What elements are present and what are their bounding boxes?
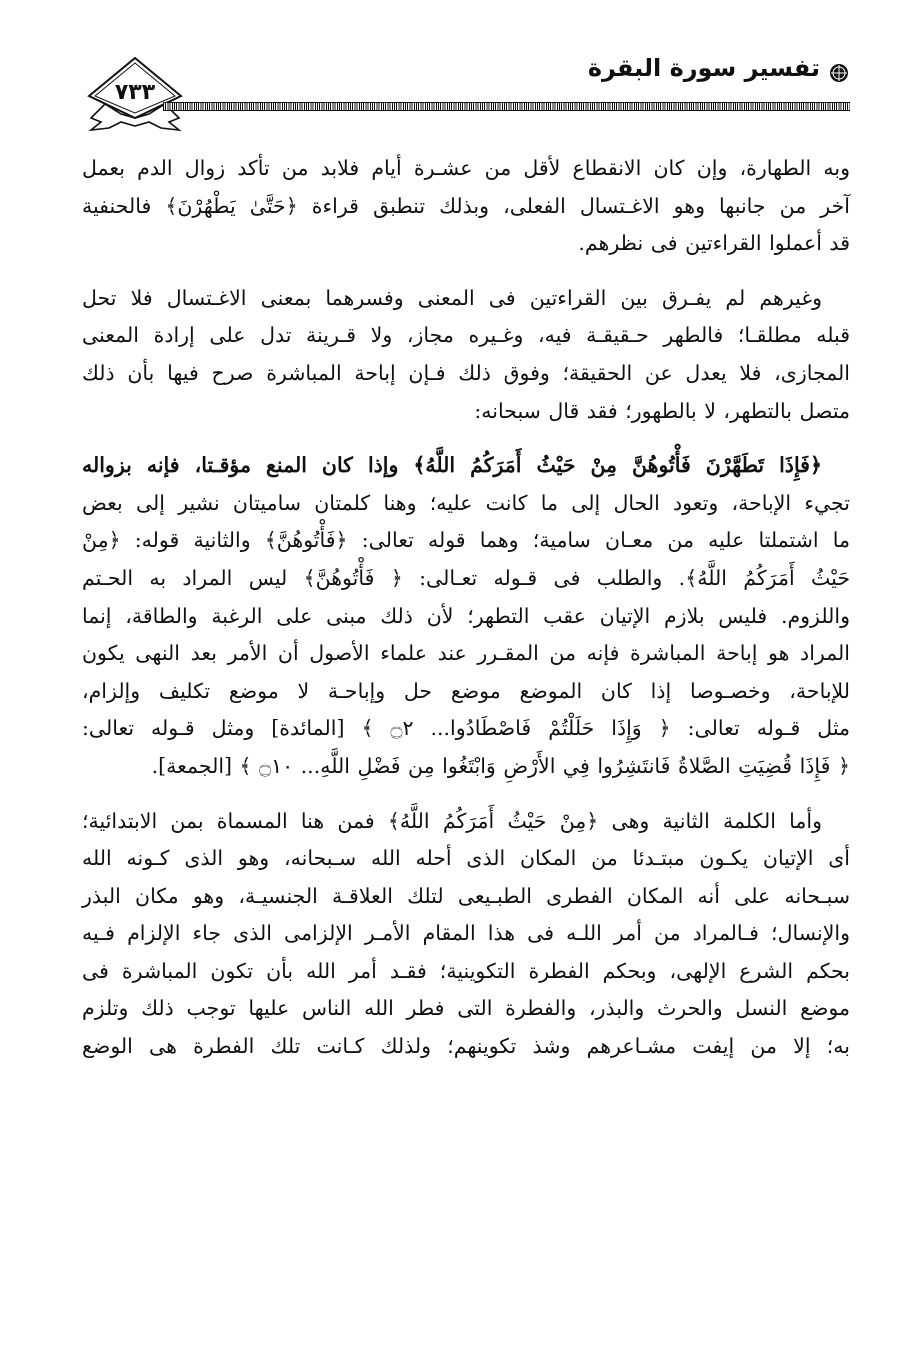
text-line: حَيْثُ أَمَرَكُمُ اللَّهُ﴾. والطلب فى قـوله تعـالى: ﴿ فَأْتُوهُنَّ﴾ ليس المراد به الحـتم [82, 565, 850, 590]
text-line: للإباحة، وخصـوصا إذا كان الموضع موضع حل وإباحـة لا موضع تكليف وإلزام، [82, 678, 850, 703]
text-line: متصل بالتطهر، لا بالطهور؛ فقد قال سبحانه: [474, 398, 850, 423]
page-number-badge [85, 56, 185, 138]
text-line: وغيرهم لم يفـرق بين القراءتين فى المعنى وفسرهما بمعنى الاغـتسال فلا تحل [82, 285, 822, 310]
text-line: سبـحانه على أنه المكان الفطرى الطبـيعى لتلك العلاقـة الجنسيـة، وهو مكان البذر [82, 883, 850, 908]
text-line: بحكم الشرع الإلهى، وبحكم الفطرة التكوينية؛ فقـد أمر الله بأن تكون المباشرة فى [82, 958, 850, 983]
paragraph [82, 803, 850, 1066]
text-line: به؛ إلا من إيفت مشـاعرهم وشذ تكوينهم؛ ولذلك كـانت تلك الفطرة هى الوضع [82, 1034, 850, 1059]
body-text [82, 150, 850, 1066]
text-line: المجازى، فلا يعدل عن الحقيقة؛ وفوق ذلك فـإن إباحة المباشرة صرح فيها بأن ذلك [82, 360, 850, 385]
text-line: المراد هو إباحة المباشرة فإنه من المقـرر عند علماء الأصول أن الأمر بعد النهى يكون [82, 641, 850, 666]
text-line: أى الإتيان يكـون مبتـدئا من المكان الذى أحله الله سـبحانه، وهو الذى كـونه الله [82, 846, 850, 871]
text-line: مثل قـوله تعالى: ﴿ وَإِذَا حَلَلْتُمْ فَاصْطَادُوا... ۝٢ ﴾ [المائدة] ومثل قـوله تعالى: [82, 716, 850, 741]
flower-ornament-icon [828, 62, 850, 84]
text-line: وأما الكلمة الثانية وهى ﴿مِنْ حَيْثُ أَمَرَكُمُ اللَّهُ﴾ فمن هنا المسماة بمن الابتدائية؛ [82, 808, 822, 833]
text-line: تجيء الإباحة، وتعود الحال إلى ما كانت عليه؛ وهنا كلمتان ساميتان نشير إلى بعض [82, 490, 850, 515]
text-line: موضع النسل والحرث والبذر، والفطرة التى فطر الله الناس عليها توجب ذلك وتلزم [82, 996, 850, 1021]
text-line: ما اشتملتا عليه من معـان سامية؛ وهما قوله تعالى: ﴿فَأْتُوهُنَّ﴾ والثانية قوله: ﴿مِنْ [82, 528, 850, 553]
text-line: قبله مطلقـا؛ فالطهر حـقيقـة فيه، وغـيره مجاز، ولا قـرينة تدل على إرادة المعنى [82, 323, 850, 348]
page-header [85, 52, 850, 142]
text-line: قد أعملوا القراءتين فى نظرهم. [578, 231, 850, 256]
header-rule [163, 102, 850, 111]
text-line: والإنسال؛ فـالمراد من أمر اللـه فى هذا المقام الأمـر الإلزامى الذى جاء الإلزام فـيه [82, 921, 850, 946]
paragraph [82, 150, 850, 263]
text-line: ﴿ فَإِذَا قُضِيَتِ الصَّلاةُ فَانتَشِرُوا فِي الأَرْضِ وَابْتَغُوا مِن فَضْلِ اللَّهِ... ۝١٠ ﴾ [الجمعة]. [151, 753, 850, 778]
text-line: وبه الطهارة، وإن كان الانقطاع لأقل من عشـرة أيام فلابد من تأكد زوال الدم بعمل [82, 156, 850, 180]
running-title: تفسير سورة البقرة [587, 54, 820, 82]
text-line: ﴿فَإِذَا تَطَهَّرْنَ فَأْتُوهُنَّ مِنْ حَيْثُ أَمَرَكُمُ اللَّهُ﴾ وإذا كان المنع مؤقـتا، فإنه بزواله [82, 453, 822, 478]
text-line: آخر من جانبها وهو الاغـتسال الفعلى، وبذلك تنطبق قراءة ﴿حَتَّىٰ يَطْهُرْنَ﴾ فالحنفية [82, 193, 850, 218]
text-line: واللزوم. فليس بلازم الإتيان عقب التطهر؛ لأن ذلك مبنى على الرغبة والطاقة، إنما [82, 603, 850, 628]
paragraph [82, 280, 850, 430]
paragraph [82, 447, 850, 785]
page-number: ٧٣٣ [114, 80, 156, 105]
